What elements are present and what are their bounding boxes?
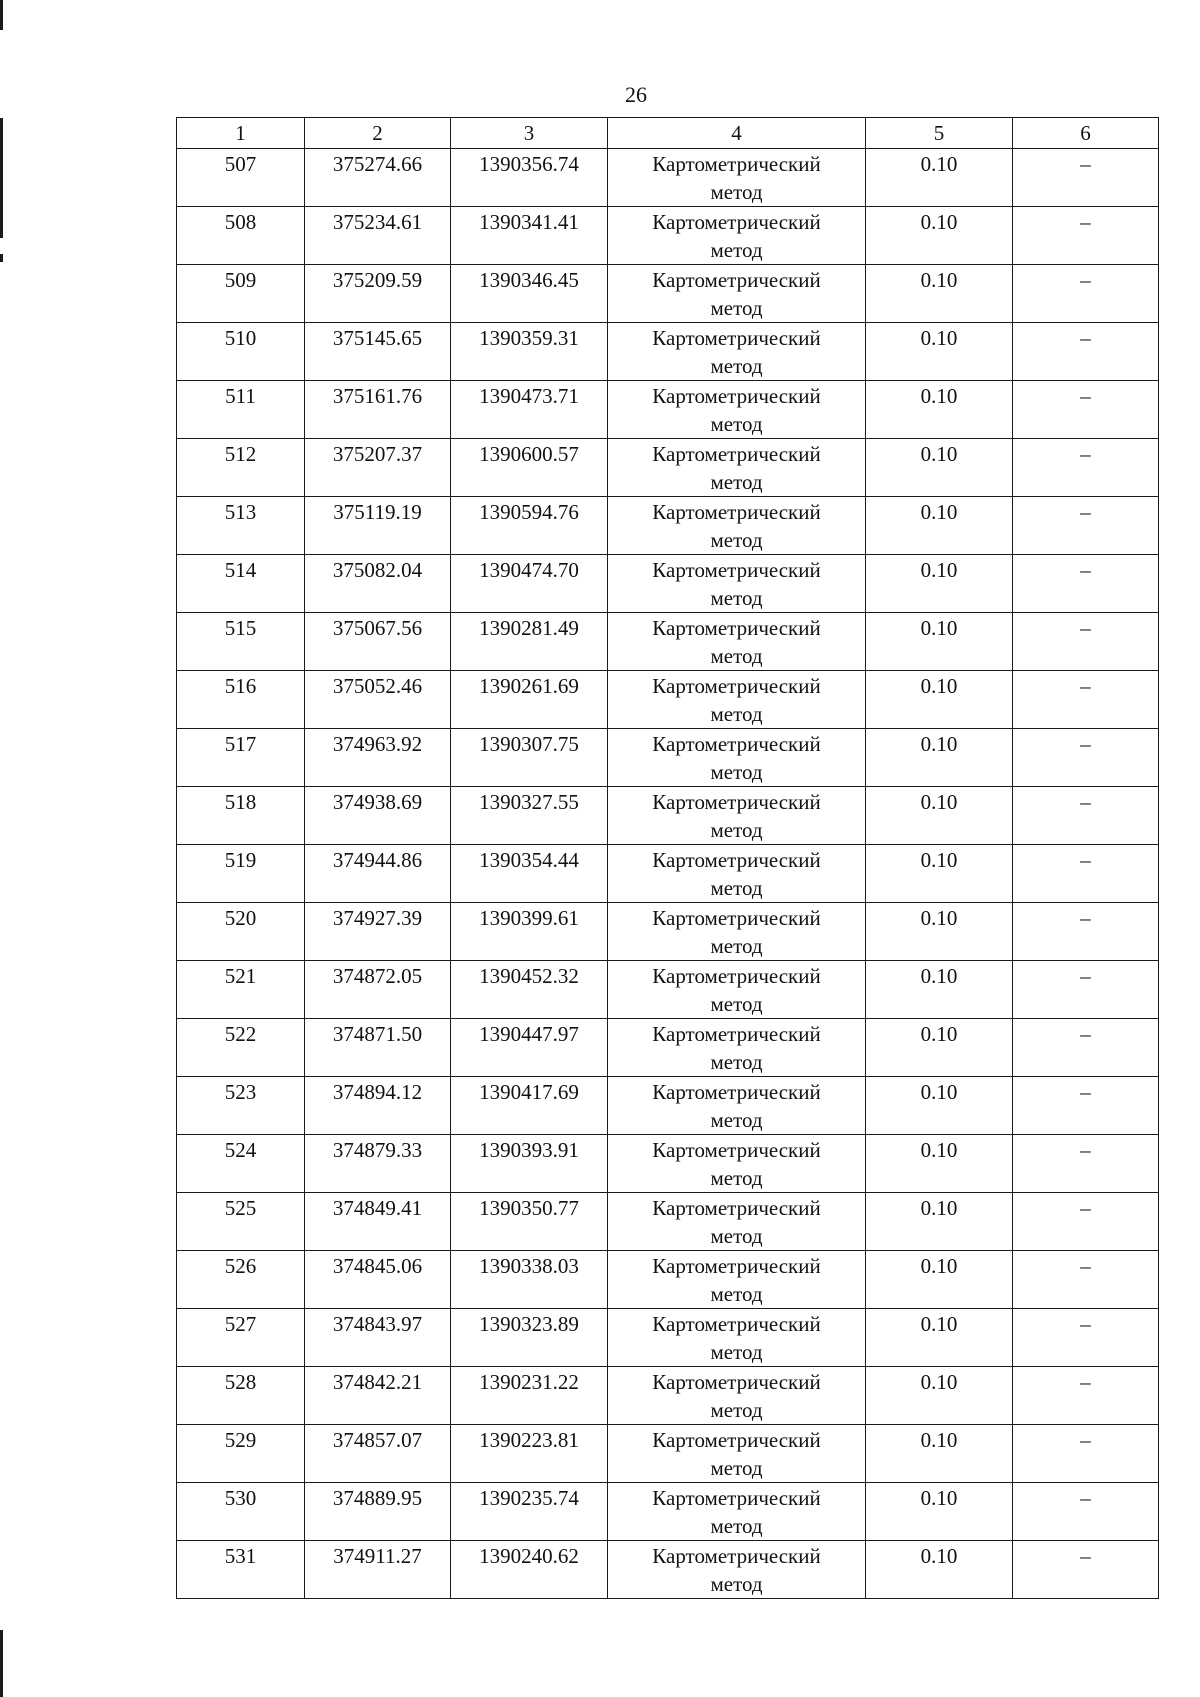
method-cell	[608, 1077, 866, 1135]
x-coordinate-cell: 375209.59	[305, 265, 451, 323]
x-coordinate-cell: 374938.69	[305, 787, 451, 845]
method-line-2: метод	[710, 760, 763, 784]
accuracy-cell: 0.10	[866, 323, 1013, 381]
table-row	[177, 207, 1159, 265]
point-number-cell: 512	[177, 439, 305, 497]
method-line-2: метод	[710, 1456, 763, 1480]
y-coordinate-cell: 1390338.03	[451, 1251, 608, 1309]
note-cell: –	[1013, 149, 1159, 207]
point-number-cell: 515	[177, 613, 305, 671]
table-row	[177, 323, 1159, 381]
table-row	[177, 149, 1159, 207]
accuracy-cell: 0.10	[866, 149, 1013, 207]
x-coordinate-cell: 374927.39	[305, 903, 451, 961]
y-coordinate-cell: 1390359.31	[451, 323, 608, 381]
y-coordinate-cell: 1390341.41	[451, 207, 608, 265]
point-number-cell: 517	[177, 729, 305, 787]
method-cell	[608, 265, 866, 323]
x-coordinate-cell: 375082.04	[305, 555, 451, 613]
note-cell: –	[1013, 1193, 1159, 1251]
method-line-2: метод	[710, 1108, 763, 1132]
y-coordinate-cell: 1390327.55	[451, 787, 608, 845]
y-coordinate-cell: 1390281.49	[451, 613, 608, 671]
note-cell: –	[1013, 265, 1159, 323]
method-line-2: метод	[710, 528, 763, 552]
note-cell: –	[1013, 787, 1159, 845]
note-cell: –	[1013, 1077, 1159, 1135]
y-coordinate-cell: 1390447.97	[451, 1019, 608, 1077]
method-cell	[608, 1425, 866, 1483]
y-coordinate-cell: 1390356.74	[451, 149, 608, 207]
header-row	[177, 118, 1159, 149]
method-line-2: метод	[710, 1166, 763, 1190]
y-coordinate-cell: 1390393.91	[451, 1135, 608, 1193]
method-line-1: Картометрический	[652, 442, 821, 466]
x-coordinate-cell: 374845.06	[305, 1251, 451, 1309]
point-number-cell: 527	[177, 1309, 305, 1367]
accuracy-cell: 0.10	[866, 961, 1013, 1019]
method-line-1: Картометрический	[652, 326, 821, 350]
accuracy-cell: 0.10	[866, 787, 1013, 845]
y-coordinate-cell: 1390223.81	[451, 1425, 608, 1483]
column-header-4: 4	[608, 118, 866, 149]
method-cell	[608, 729, 866, 787]
method-line-1: Картометрический	[652, 616, 821, 640]
method-cell	[608, 1135, 866, 1193]
method-line-1: Картометрический	[652, 732, 821, 756]
table-row	[177, 845, 1159, 903]
method-line-2: метод	[710, 1282, 763, 1306]
table-row	[177, 439, 1159, 497]
method-cell	[608, 1193, 866, 1251]
x-coordinate-cell: 374944.86	[305, 845, 451, 903]
accuracy-cell: 0.10	[866, 1251, 1013, 1309]
method-line-1: Картометрический	[652, 790, 821, 814]
method-line-2: метод	[710, 1224, 763, 1248]
table-body	[177, 149, 1159, 1599]
point-number-cell: 510	[177, 323, 305, 381]
x-coordinate-cell: 374894.12	[305, 1077, 451, 1135]
method-line-1: Картометрический	[652, 1196, 821, 1220]
accuracy-cell: 0.10	[866, 845, 1013, 903]
method-cell	[608, 845, 866, 903]
note-cell: –	[1013, 207, 1159, 265]
y-coordinate-cell: 1390231.22	[451, 1367, 608, 1425]
y-coordinate-cell: 1390235.74	[451, 1483, 608, 1541]
method-line-1: Картометрический	[652, 1370, 821, 1394]
method-line-1: Картометрический	[652, 558, 821, 582]
note-cell: –	[1013, 323, 1159, 381]
accuracy-cell: 0.10	[866, 729, 1013, 787]
method-line-2: метод	[710, 818, 763, 842]
method-line-1: Картометрический	[652, 674, 821, 698]
x-coordinate-cell: 375067.56	[305, 613, 451, 671]
method-line-2: метод	[710, 876, 763, 900]
x-coordinate-cell: 374843.97	[305, 1309, 451, 1367]
method-line-1: Картометрический	[652, 906, 821, 930]
method-cell	[608, 1019, 866, 1077]
method-line-2: метод	[710, 992, 763, 1016]
page-number: 26	[625, 82, 647, 107]
table-row	[177, 381, 1159, 439]
point-number-cell: 516	[177, 671, 305, 729]
note-cell: –	[1013, 1309, 1159, 1367]
column-header-3: 3	[451, 118, 608, 149]
y-coordinate-cell: 1390346.45	[451, 265, 608, 323]
x-coordinate-cell: 374963.92	[305, 729, 451, 787]
point-number-cell: 526	[177, 1251, 305, 1309]
x-coordinate-cell: 374911.27	[305, 1541, 451, 1599]
accuracy-cell: 0.10	[866, 1425, 1013, 1483]
method-line-2: метод	[710, 934, 763, 958]
point-number-cell: 508	[177, 207, 305, 265]
table-row	[177, 265, 1159, 323]
accuracy-cell: 0.10	[866, 1483, 1013, 1541]
accuracy-cell: 0.10	[866, 613, 1013, 671]
method-cell	[608, 555, 866, 613]
method-cell	[608, 149, 866, 207]
x-coordinate-cell: 374871.50	[305, 1019, 451, 1077]
accuracy-cell: 0.10	[866, 671, 1013, 729]
x-coordinate-cell: 375234.61	[305, 207, 451, 265]
method-line-2: метод	[710, 354, 763, 378]
scan-edge-mark-top	[0, 0, 3, 30]
point-number-cell: 530	[177, 1483, 305, 1541]
point-number-cell: 522	[177, 1019, 305, 1077]
method-cell	[608, 1541, 866, 1599]
y-coordinate-cell: 1390473.71	[451, 381, 608, 439]
x-coordinate-cell: 374849.41	[305, 1193, 451, 1251]
note-cell: –	[1013, 903, 1159, 961]
x-coordinate-cell: 374857.07	[305, 1425, 451, 1483]
coordinates-table	[176, 117, 1159, 1599]
accuracy-cell: 0.10	[866, 555, 1013, 613]
method-cell	[608, 497, 866, 555]
scan-edge-mark-middle	[0, 118, 3, 238]
table-row	[177, 1367, 1159, 1425]
method-cell	[608, 381, 866, 439]
point-number-cell: 523	[177, 1077, 305, 1135]
accuracy-cell: 0.10	[866, 1135, 1013, 1193]
accuracy-cell: 0.10	[866, 1309, 1013, 1367]
accuracy-cell: 0.10	[866, 439, 1013, 497]
table-row	[177, 729, 1159, 787]
method-cell	[608, 207, 866, 265]
point-number-cell: 521	[177, 961, 305, 1019]
note-cell: –	[1013, 1251, 1159, 1309]
table-row	[177, 1541, 1159, 1599]
y-coordinate-cell: 1390399.61	[451, 903, 608, 961]
method-cell	[608, 671, 866, 729]
column-header-2: 2	[305, 118, 451, 149]
accuracy-cell: 0.10	[866, 265, 1013, 323]
table-row	[177, 1425, 1159, 1483]
point-number-cell: 511	[177, 381, 305, 439]
method-line-2: метод	[710, 1514, 763, 1538]
accuracy-cell: 0.10	[866, 1193, 1013, 1251]
method-cell	[608, 323, 866, 381]
table-row	[177, 1193, 1159, 1251]
table-row	[177, 1251, 1159, 1309]
method-line-1: Картометрический	[652, 964, 821, 988]
note-cell: –	[1013, 1483, 1159, 1541]
column-header-1: 1	[177, 118, 305, 149]
note-cell: –	[1013, 1541, 1159, 1599]
scan-edge-mark-bottom	[0, 1630, 3, 1697]
table-row	[177, 1309, 1159, 1367]
table-row	[177, 1077, 1159, 1135]
note-cell: –	[1013, 1135, 1159, 1193]
y-coordinate-cell: 1390261.69	[451, 671, 608, 729]
point-number-cell: 528	[177, 1367, 305, 1425]
note-cell: –	[1013, 613, 1159, 671]
method-line-1: Картометрический	[652, 500, 821, 524]
y-coordinate-cell: 1390417.69	[451, 1077, 608, 1135]
y-coordinate-cell: 1390323.89	[451, 1309, 608, 1367]
accuracy-cell: 0.10	[866, 1541, 1013, 1599]
x-coordinate-cell: 375145.65	[305, 323, 451, 381]
y-coordinate-cell: 1390474.70	[451, 555, 608, 613]
x-coordinate-cell: 375274.66	[305, 149, 451, 207]
method-cell	[608, 613, 866, 671]
x-coordinate-cell: 374889.95	[305, 1483, 451, 1541]
point-number-cell: 514	[177, 555, 305, 613]
point-number-cell: 518	[177, 787, 305, 845]
x-coordinate-cell: 375207.37	[305, 439, 451, 497]
point-number-cell: 525	[177, 1193, 305, 1251]
method-line-1: Картометрический	[652, 268, 821, 292]
method-line-1: Картометрический	[652, 1428, 821, 1452]
method-line-2: метод	[710, 1398, 763, 1422]
y-coordinate-cell: 1390452.32	[451, 961, 608, 1019]
point-number-cell: 509	[177, 265, 305, 323]
note-cell: –	[1013, 1425, 1159, 1483]
note-cell: –	[1013, 497, 1159, 555]
accuracy-cell: 0.10	[866, 1367, 1013, 1425]
method-line-2: метод	[710, 644, 763, 668]
y-coordinate-cell: 1390354.44	[451, 845, 608, 903]
point-number-cell: 524	[177, 1135, 305, 1193]
method-cell	[608, 903, 866, 961]
x-coordinate-cell: 375052.46	[305, 671, 451, 729]
accuracy-cell: 0.10	[866, 1019, 1013, 1077]
table-row	[177, 497, 1159, 555]
table-row	[177, 613, 1159, 671]
accuracy-cell: 0.10	[866, 903, 1013, 961]
method-line-2: метод	[710, 1340, 763, 1364]
method-line-2: метод	[710, 586, 763, 610]
note-cell: –	[1013, 1367, 1159, 1425]
method-line-1: Картометрический	[652, 1544, 821, 1568]
x-coordinate-cell: 375161.76	[305, 381, 451, 439]
method-cell	[608, 1251, 866, 1309]
note-cell: –	[1013, 729, 1159, 787]
column-header-5: 5	[866, 118, 1013, 149]
method-line-2: метод	[710, 296, 763, 320]
method-line-2: метод	[710, 180, 763, 204]
method-line-2: метод	[710, 412, 763, 436]
note-cell: –	[1013, 1019, 1159, 1077]
column-header-6: 6	[1013, 118, 1159, 149]
note-cell: –	[1013, 439, 1159, 497]
table-row	[177, 1019, 1159, 1077]
method-line-2: метод	[710, 1050, 763, 1074]
table-row	[177, 903, 1159, 961]
table-row	[177, 961, 1159, 1019]
y-coordinate-cell: 1390350.77	[451, 1193, 608, 1251]
y-coordinate-cell: 1390594.76	[451, 497, 608, 555]
method-line-1: Картометрический	[652, 1022, 821, 1046]
method-line-1: Картометрический	[652, 1486, 821, 1510]
method-line-1: Картометрический	[652, 1080, 821, 1104]
method-cell	[608, 439, 866, 497]
x-coordinate-cell: 374879.33	[305, 1135, 451, 1193]
note-cell: –	[1013, 961, 1159, 1019]
x-coordinate-cell: 374872.05	[305, 961, 451, 1019]
point-number-cell: 529	[177, 1425, 305, 1483]
method-cell	[608, 1367, 866, 1425]
method-line-1: Картометрический	[652, 848, 821, 872]
note-cell: –	[1013, 845, 1159, 903]
method-line-1: Картометрический	[652, 1138, 821, 1162]
point-number-cell: 513	[177, 497, 305, 555]
table-row	[177, 671, 1159, 729]
accuracy-cell: 0.10	[866, 381, 1013, 439]
method-line-1: Картометрический	[652, 152, 821, 176]
scan-edge-mark-small	[0, 254, 3, 262]
method-line-2: метод	[710, 238, 763, 262]
point-number-cell: 520	[177, 903, 305, 961]
accuracy-cell: 0.10	[866, 1077, 1013, 1135]
y-coordinate-cell: 1390307.75	[451, 729, 608, 787]
method-line-1: Картометрический	[652, 210, 821, 234]
table-row	[177, 787, 1159, 845]
method-line-2: метод	[710, 470, 763, 494]
table-row	[177, 1135, 1159, 1193]
method-cell	[608, 787, 866, 845]
table-row	[177, 1483, 1159, 1541]
method-line-1: Картометрический	[652, 384, 821, 408]
table-row	[177, 555, 1159, 613]
point-number-cell: 507	[177, 149, 305, 207]
method-cell	[608, 1309, 866, 1367]
method-cell	[608, 961, 866, 1019]
y-coordinate-cell: 1390600.57	[451, 439, 608, 497]
y-coordinate-cell: 1390240.62	[451, 1541, 608, 1599]
note-cell: –	[1013, 381, 1159, 439]
note-cell: –	[1013, 555, 1159, 613]
accuracy-cell: 0.10	[866, 207, 1013, 265]
x-coordinate-cell: 374842.21	[305, 1367, 451, 1425]
point-number-cell: 519	[177, 845, 305, 903]
method-line-2: метод	[710, 702, 763, 726]
note-cell: –	[1013, 671, 1159, 729]
method-line-2: метод	[710, 1572, 763, 1596]
method-line-1: Картометрический	[652, 1312, 821, 1336]
x-coordinate-cell: 375119.19	[305, 497, 451, 555]
point-number-cell: 531	[177, 1541, 305, 1599]
method-line-1: Картометрический	[652, 1254, 821, 1278]
accuracy-cell: 0.10	[866, 497, 1013, 555]
method-cell	[608, 1483, 866, 1541]
